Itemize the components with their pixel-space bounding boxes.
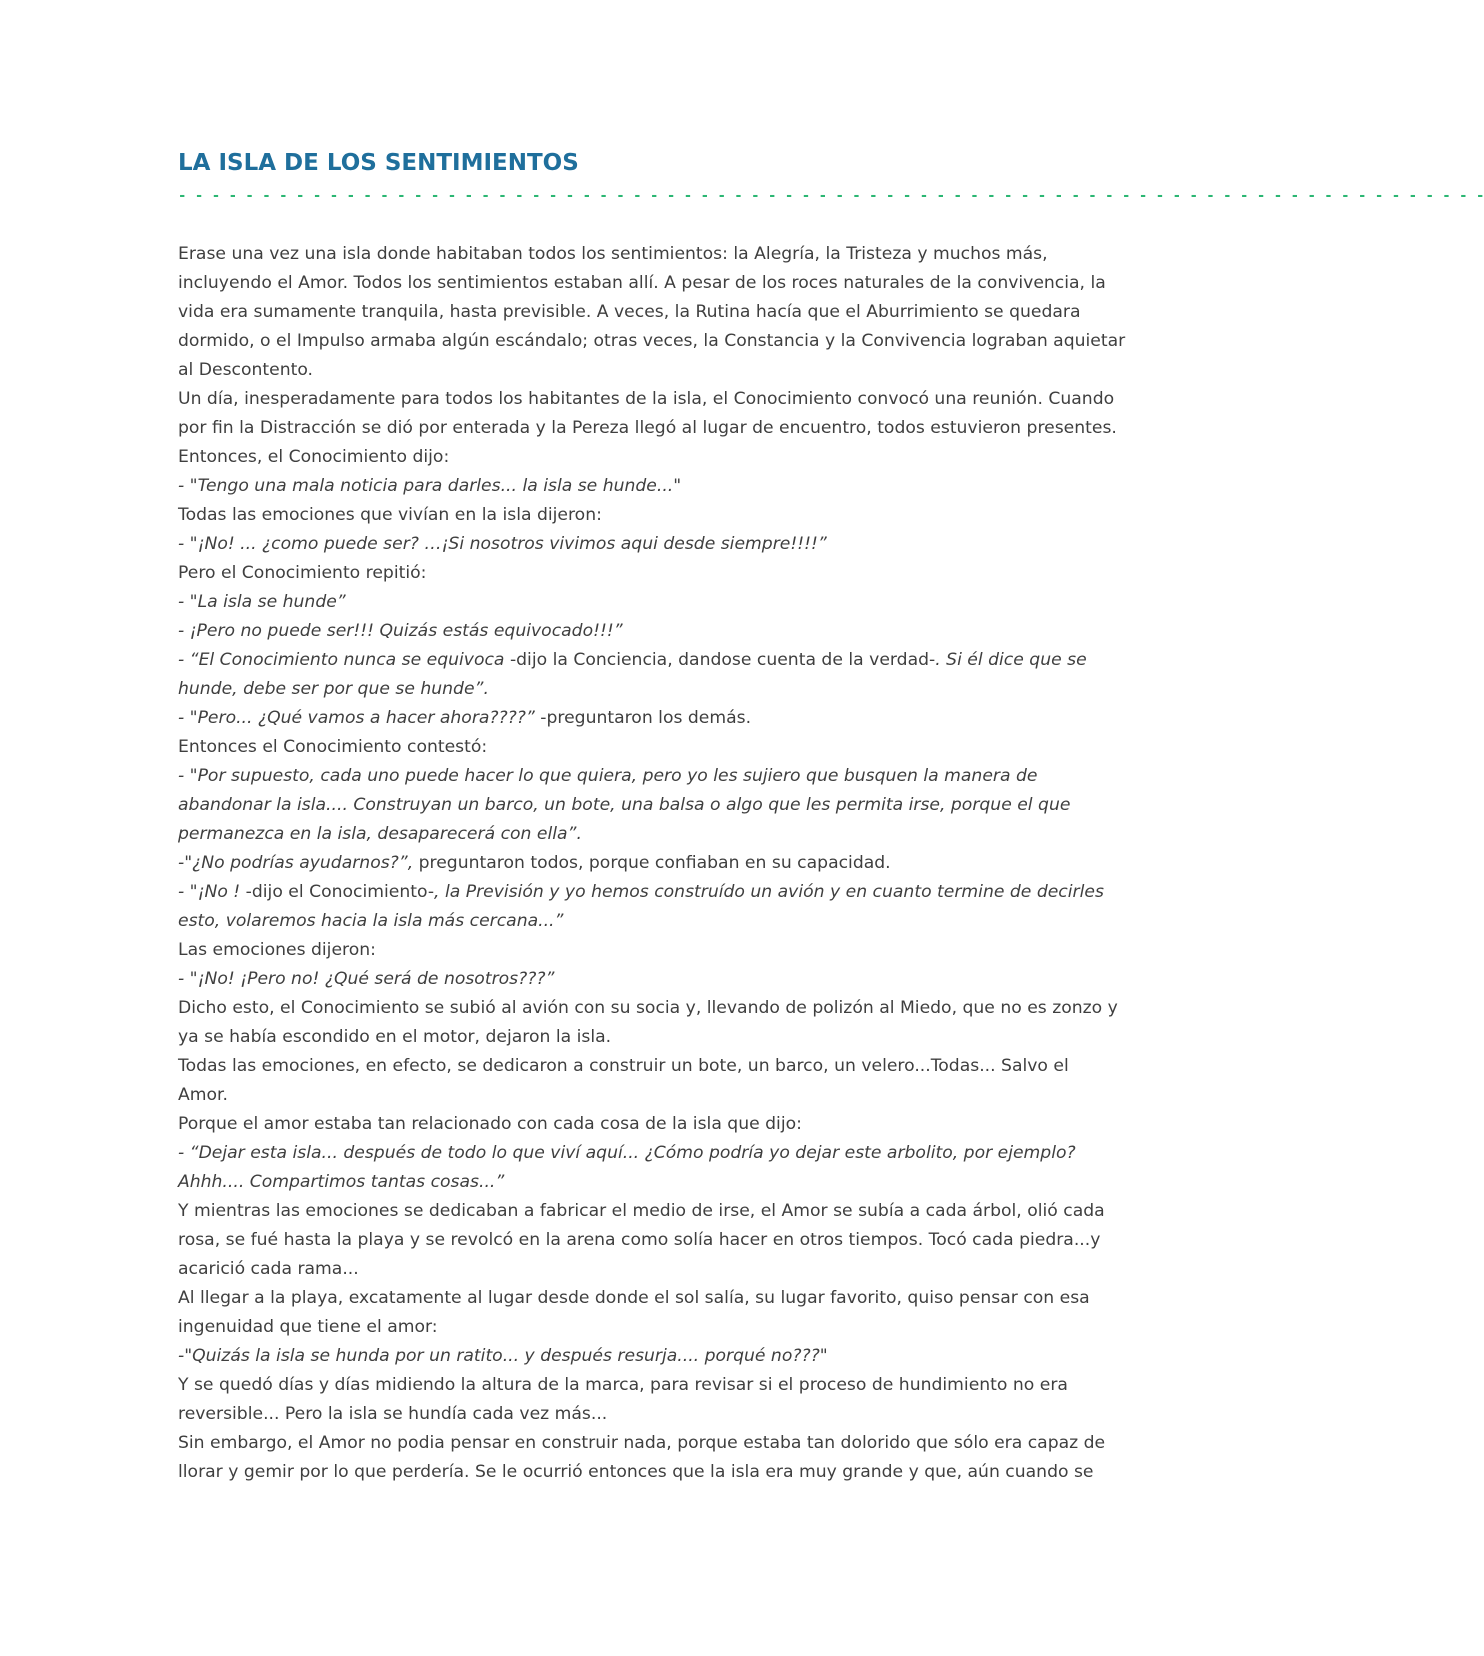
text-line bbox=[178, 762, 1098, 791]
text-line bbox=[178, 617, 1098, 646]
dialogue-text: esto, volaremos hacia la isla más cercana...” bbox=[178, 911, 564, 931]
text-line bbox=[178, 1081, 1098, 1110]
text-line bbox=[178, 1429, 1106, 1458]
narrative-text: -preguntaron los demás. bbox=[540, 708, 752, 728]
dialogue-text: . Si él dice que se bbox=[935, 650, 1087, 670]
text-line bbox=[178, 1168, 1098, 1197]
text-line bbox=[178, 675, 1098, 704]
text-line bbox=[178, 1313, 1098, 1342]
text-line bbox=[178, 1139, 1098, 1168]
narrative-text: ingenuidad que tiene el amor: bbox=[178, 1317, 438, 1337]
narrative-text: preguntaron todos, porque confiaban en su capacidad. bbox=[418, 853, 891, 873]
text-line bbox=[178, 414, 1117, 443]
narrative-text: -dijo la Conciencia, dandose cuenta de la verdad- bbox=[509, 650, 936, 670]
text-line bbox=[178, 1284, 1098, 1313]
narrative-text: Un día, inesperadamente para todos los habitantes de la isla, el Conocimiento convocó una reunión. Cuando bbox=[178, 389, 1115, 409]
text-line bbox=[178, 1197, 1105, 1226]
narrative-text: incluyendo el Amor. Todos los sentimientos estaban allí. A pesar de los roces naturales de la convivencia, la bbox=[178, 273, 1106, 293]
text-line bbox=[178, 878, 1104, 907]
text-line bbox=[178, 443, 1098, 472]
narrative-text: al Descontento. bbox=[178, 360, 314, 380]
text-line bbox=[178, 994, 1118, 1023]
text-line bbox=[178, 936, 1098, 965]
text-line bbox=[178, 240, 1098, 269]
narrative-text: Y se quedó días y días midiendo la altura de la marca, para revisar si el proceso de hundimiento no era bbox=[178, 1375, 1068, 1395]
text-line bbox=[178, 269, 1106, 298]
dialogue-text: - “El Conocimiento nunca se equivoca bbox=[178, 650, 510, 670]
story-body bbox=[178, 240, 1126, 1487]
narrative-text: por fin la Distracción se dió por enterada y la Pereza llegó al lugar de encuentro, todos estuvieron presentes. bbox=[178, 418, 1117, 438]
dialogue-text: - "Tengo una mala noticia para darles... la isla se hunde..." bbox=[178, 476, 682, 496]
dialogue-text: -"Quizás la isla se hunda por un ratito... y después resurja.... porqué no???" bbox=[178, 1346, 828, 1366]
narrative-text: -dijo el Conocimiento- bbox=[245, 882, 435, 902]
narrative-text: Erase una vez una isla donde habitaban todos los sentimientos: la Alegría, la Tristeza y muchos más, bbox=[178, 244, 1048, 264]
text-line bbox=[178, 356, 1098, 385]
text-line bbox=[178, 704, 1098, 733]
dialogue-text: - “Dejar esta isla... después de todo lo que viví aquí... ¿Cómo podría yo dejar este arbolito, por ejemplo? bbox=[178, 1143, 1076, 1163]
narrative-text: acarició cada rama... bbox=[178, 1259, 359, 1279]
text-line bbox=[178, 907, 1098, 936]
narrative-text: Amor. bbox=[178, 1085, 228, 1105]
text-line bbox=[178, 1226, 1101, 1255]
narrative-text: llorar y gemir por lo que perdería. Se le ocurrió entonces que la isla era muy grande y que, aún cuando se bbox=[178, 1462, 1094, 1482]
text-line bbox=[178, 820, 1098, 849]
text-line bbox=[178, 791, 1098, 820]
dialogue-text: hunde, debe ser por que se hunde”. bbox=[178, 679, 489, 699]
dialogue-text: - ¡Pero no puede ser!!! Quizás estás equivocado!!!” bbox=[178, 621, 623, 641]
narrative-text: vida era sumamente tranquila, hasta previsible. A veces, la Rutina hacía que el Aburrimiento se quedara bbox=[178, 302, 1081, 322]
narrative-text: Todas las emociones, en efecto, se dedicaron a construir un bote, un barco, un velero...Todas... Salvo el bbox=[178, 1056, 1069, 1076]
text-line bbox=[178, 733, 1098, 762]
text-line bbox=[178, 1255, 1098, 1284]
narrative-text: Entonces, el Conocimiento dijo: bbox=[178, 447, 450, 467]
text-line bbox=[178, 965, 1098, 994]
narrative-text: rosa, se fué hasta la playa y se revolcó en la arena como solía hacer en otros tiempos. Tocó cada piedra...y bbox=[178, 1230, 1101, 1250]
dialogue-text: permanezca en la isla, desaparecerá con ella”. bbox=[178, 824, 582, 844]
text-line bbox=[178, 1110, 1098, 1139]
dialogue-text: - "Pero... ¿Qué vamos a hacer ahora????” bbox=[178, 708, 541, 728]
narrative-text: reversible... Pero la isla se hundía cada vez más... bbox=[178, 1404, 608, 1424]
text-line bbox=[178, 1342, 1098, 1371]
narrative-text: Todas las emociones que vivían en la isla dijeron: bbox=[178, 505, 602, 525]
dialogue-text: - "La isla se hunde” bbox=[178, 592, 346, 612]
dialogue-text: - "¡No ! bbox=[178, 882, 246, 902]
text-line bbox=[178, 1458, 1098, 1487]
dialogue-text: - "Por supuesto, cada uno puede hacer lo que quiera, pero yo les sujiero que busquen la manera de bbox=[178, 766, 1038, 786]
narrative-text: Dicho esto, el Conocimiento se subió al avión con su socia y, llevando de polizón al Miedo, que no es zonzo y bbox=[178, 998, 1118, 1018]
narrative-text: ya se había escondido en el motor, dejaron la isla. bbox=[178, 1027, 612, 1047]
text-line bbox=[178, 298, 1098, 327]
text-line bbox=[178, 588, 1098, 617]
narrative-text: Al llegar a la playa, excatamente al lugar desde donde el sol salía, su lugar favorito, quiso pensar con esa bbox=[178, 1288, 1090, 1308]
text-line bbox=[178, 472, 1098, 501]
text-line bbox=[178, 1400, 1098, 1429]
text-line bbox=[178, 327, 1126, 356]
narrative-text: Y mientras las emociones se dedicaban a fabricar el medio de irse, el Amor se subía a cada árbol, olió cada bbox=[178, 1201, 1105, 1221]
narrative-text: Porque el amor estaba tan relacionado con cada cosa de la isla que dijo: bbox=[178, 1114, 802, 1134]
narrative-text: dormido, o el Impulso armaba algún escándalo; otras veces, la Constancia y la Convivencia lograban aquietar bbox=[178, 331, 1126, 351]
dialogue-text: abandonar la isla.... Construyan un barco, un bote, una balsa o algo que les permita irse, porque el que bbox=[178, 795, 1071, 815]
page-title: LA ISLA DE LOS SENTIMIENTOS bbox=[178, 150, 579, 176]
text-line bbox=[178, 646, 1098, 675]
document-page bbox=[178, 148, 1484, 1487]
text-line bbox=[178, 1023, 1098, 1052]
narrative-text: Pero el Conocimiento repitió: bbox=[178, 563, 427, 583]
text-line bbox=[178, 501, 1098, 530]
text-line bbox=[178, 1371, 1098, 1400]
narrative-text: Las emociones dijeron: bbox=[178, 940, 376, 960]
narrative-text: Entonces el Conocimiento contestó: bbox=[178, 737, 488, 757]
dialogue-text: , la Previsión y yo hemos construído un avión y en cuanto termine de decirles bbox=[434, 882, 1104, 902]
text-line bbox=[178, 530, 1098, 559]
text-line bbox=[178, 1052, 1098, 1081]
title-divider: - - - - - - - - - - - - - - - - - - - - - - - - - - - - - - - - - - - - - - - - - - - - - - - - - - - - - - - - - - - - - - - - - - - - - - - - - - - - - - bbox=[178, 188, 1484, 204]
text-line bbox=[178, 385, 1115, 414]
text-line bbox=[178, 559, 1098, 588]
text-line bbox=[178, 849, 1098, 878]
dialogue-text: - "¡No! ... ¿como puede ser? …¡Si nosotros vivimos aqui desde siempre!!!!” bbox=[178, 534, 827, 554]
dialogue-text: - "¡No! ¡Pero no! ¿Qué será de nosotros???” bbox=[178, 969, 555, 989]
dialogue-text: -"¿No podrías ayudarnos?”, bbox=[178, 853, 419, 873]
dialogue-text: Ahhh.... Compartimos tantas cosas...” bbox=[178, 1172, 505, 1192]
narrative-text: Sin embargo, el Amor no podia pensar en construir nada, porque estaba tan dolorido que sólo era capaz de bbox=[178, 1433, 1106, 1453]
